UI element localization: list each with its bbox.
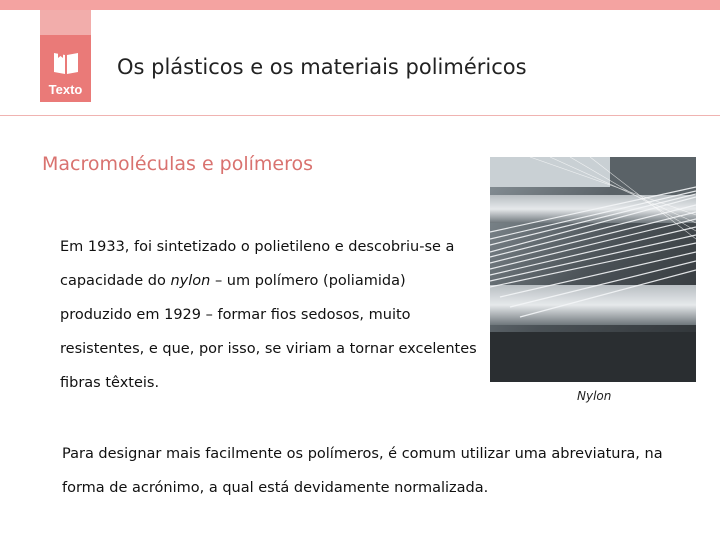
nylon-fibers-photo	[490, 157, 696, 382]
logo-badge	[40, 10, 91, 102]
header-divider	[0, 115, 720, 116]
logo-badge-tab	[40, 10, 91, 35]
open-book-icon	[52, 50, 80, 76]
logo-label: Texto	[48, 82, 83, 97]
section-title: Macromoléculas e polímeros	[42, 153, 314, 175]
nylon-fibers-illustration	[490, 157, 696, 382]
paragraph-abbreviation: Para designar mais facilmente os polímeros, é comum utilizar uma abreviatura, na forma de acrónimo, a qual está devidamente normalizada.	[62, 446, 663, 496]
page-title: Os plásticos e os materiais poliméricos	[117, 55, 527, 79]
photo-caption: Nylon	[577, 389, 612, 403]
paragraph-text-start: Em 1933, foi sintetizado o polietileno e descobriu-se a capacidade do	[60, 239, 455, 289]
paragraph-nylon-history	[60, 230, 480, 400]
top-accent-strip	[0, 0, 720, 10]
paragraph-italic-term: nylon	[170, 273, 211, 289]
paragraph-text-end: – um polímero (poliamida) produzido em 1929 – formar fios sedosos, muito resistentes, e que, por isso, se viriam a tornar excelentes fibras têxteis.	[60, 273, 477, 391]
